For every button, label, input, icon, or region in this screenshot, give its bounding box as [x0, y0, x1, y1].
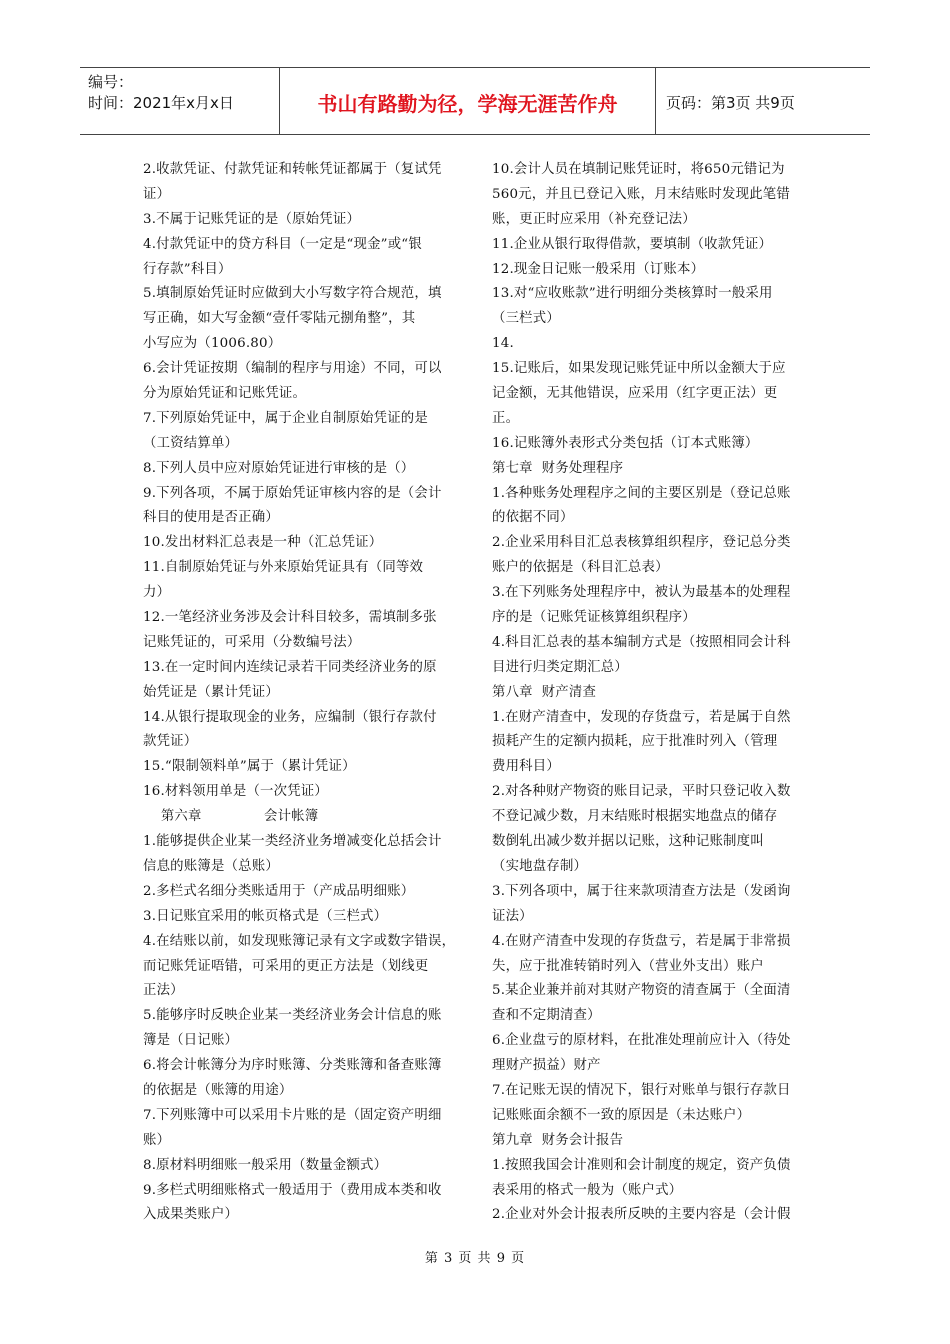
- text-line: 2.企业采用科目汇总表核算组织程序，登记总分类: [492, 535, 791, 551]
- page-header: [80, 67, 870, 135]
- text-line: 行存款”科目）: [143, 261, 232, 277]
- text-line: 2.企业对外会计报表所反映的主要内容是（会计假: [492, 1207, 791, 1223]
- text-line: 6.会计凭证按期（编制的程序与用途）不同，可以: [143, 361, 442, 377]
- text-line: 1.在财产清查中，发现的存货盘亏，若是属于自然: [492, 709, 791, 725]
- header-motto: 书山有路勤为径，学海无涯苦作舟: [280, 68, 656, 134]
- text-line: 1.能够提供企业某一类经济业务增减变化总括会计: [143, 834, 442, 850]
- text-line: 始凭证是（累计凭证）: [143, 684, 279, 700]
- text-line: 3.下列各项中，属于往来款项清查方法是（发函询: [492, 883, 791, 899]
- page-footer: 第 3 页 共 9 页: [424, 1251, 526, 1266]
- text-line: 2.对各种财产物资的账目记录，平时只登记收入数: [492, 784, 791, 800]
- text-line: 失，应于批准转销时列入（营业外支出）账户: [492, 958, 764, 974]
- text-line: 第八章 财产清查: [492, 684, 597, 700]
- text-line: 14.: [492, 336, 514, 352]
- text-line: 账户的依据是（科目汇总表）: [492, 560, 669, 576]
- text-line: 款凭证）: [143, 734, 198, 750]
- text-line: 第七章 财务处理程序: [492, 460, 624, 476]
- left-column: [143, 158, 463, 1228]
- text-line: 6.企业盘亏的原材料，在批准处理前应计入（待处: [492, 1033, 791, 1049]
- text-line: 正法）: [143, 983, 184, 999]
- text-line: 14.从银行提取现金的业务，应编制（银行存款付: [143, 709, 437, 725]
- text-line: 正。: [492, 410, 520, 426]
- text-line: 11.企业从银行取得借款，要填制（收款凭证）: [492, 236, 773, 252]
- text-line: 13.在一定时间内连续记录若干同类经济业务的原: [143, 659, 437, 675]
- text-line: 力）: [143, 585, 171, 601]
- text-line: 12.一笔经济业务涉及会计科目较多，需填制多张: [143, 610, 437, 626]
- text-line: （实地盘存制）: [492, 858, 588, 874]
- text-line: 4.付款凭证中的贷方科目（一定是“现金”或“银: [143, 236, 422, 252]
- text-line: 记账凭证的，可采用（分数编号法）: [143, 634, 361, 650]
- text-line: 账）: [143, 1132, 171, 1148]
- text-line: 2.多栏式名细分类账适用于（产成品明细账）: [143, 883, 415, 899]
- text-line: 10.会计人员在填制记账凭证时，将650元错记为: [492, 162, 785, 177]
- text-line: 信息的账簿是（总账）: [143, 858, 279, 874]
- text-line: 7.在记账无误的情况下，银行对账单与银行存款日: [492, 1082, 791, 1098]
- text-line: 6.将会计帐簿分为序时账簿、分类账簿和备查账簿: [143, 1058, 442, 1074]
- text-line: 2.收款凭证、付款凭证和转帐凭证都属于（复试凭: [143, 162, 442, 177]
- text-line: 8.原材料明细账一般采用（数量金额式）: [143, 1157, 388, 1173]
- text-line: 证）: [143, 186, 171, 202]
- text-line: 序的是（记账凭证核算组织程序）: [492, 610, 696, 626]
- text-line: 记金额，无其他错误，应采用（红字更正法）更: [492, 386, 778, 402]
- text-line: 9.下列各项，不属于原始凭证审核内容的是（会计: [143, 485, 442, 501]
- text-line: 16.记账簿外表形式分类包括（订本式账簿）: [492, 435, 759, 451]
- text-line: 8.下列人员中应对原始凭证进行审核的是（）: [143, 460, 415, 476]
- text-line: 小写应为（1006.80）: [143, 336, 282, 352]
- text-line: 账，更正时应采用（补充登记法）: [492, 211, 696, 227]
- text-line: 3.不属于记账凭证的是（原始凭证）: [143, 211, 361, 227]
- text-line: 记账账面余额不一致的原因是（未达账户）: [492, 1107, 751, 1123]
- text-line: 损耗产生的定额内损耗，应于批准时列入（管理: [492, 734, 778, 750]
- text-line: 第九章 财务会计报告: [492, 1132, 624, 1148]
- text-line: 目进行归类定期汇总）: [492, 659, 628, 675]
- text-line: 7.下列账簿中可以采用卡片账的是（固定资产明细: [143, 1107, 442, 1123]
- text-line: 写正确，如大写金额“壹仟零陆元捌角整”，其: [143, 311, 416, 327]
- text-line: 11.自制原始凭证与外来原始凭证具有（同等效: [143, 560, 424, 576]
- text-line: 5.能够序时反映企业某一类经济业务会计信息的账: [143, 1008, 442, 1024]
- text-line: （三栏式）: [492, 311, 560, 327]
- text-line: （工资结算单）: [143, 435, 239, 451]
- right-column: [492, 158, 814, 1228]
- text-line: 3.日记账宜采用的帐页格式是（三栏式）: [143, 908, 388, 924]
- text-line: 4.在结账以前，如发现账簿记录有文字或数字错误，: [143, 933, 456, 949]
- text-line: 10.发出材料汇总表是一种（汇总凭证）: [143, 535, 383, 551]
- text-line: 1.各种账务处理程序之间的主要区别是（登记总账: [492, 485, 791, 501]
- text-line: 入成果类账户）: [143, 1207, 239, 1223]
- text-line: 簿是（日记账）: [143, 1033, 239, 1049]
- text-line: 16.材料领用单是（一次凭证）: [143, 784, 328, 800]
- header-meta: [80, 68, 280, 134]
- text-line: 7.下列原始凭证中，属于企业自制原始凭证的是: [143, 410, 428, 426]
- text-line: 证法）: [492, 908, 533, 924]
- text-line: 的依据不同）: [492, 510, 574, 526]
- text-line: 理财产损益）财产: [492, 1058, 601, 1074]
- text-line: 13.对“应收账款”进行明细分类核算时一般采用: [492, 286, 773, 302]
- text-line: 第六章 会计帐簿: [143, 809, 319, 825]
- text-line: 15.“限制领料单”属于（累计凭证）: [143, 759, 356, 775]
- text-line: 而记账凭证唔错，可采用的更正方法是（划线更: [143, 958, 429, 974]
- text-line: 4.科目汇总表的基本编制方式是（按照相同会计科: [492, 634, 791, 650]
- text-line: 3.在下列账务处理程序中，被认为最基本的处理程: [492, 585, 791, 601]
- text-line: 12.现金日记账一般采用（订账本）: [492, 261, 705, 277]
- text-line: 费用科目）: [492, 759, 560, 775]
- text-line: 的依据是（账簿的用途）: [143, 1082, 293, 1098]
- text-line: 5.填制原始凭证时应做到大小写数字符合规范，填: [143, 286, 442, 302]
- document-time-label: 时间：2021年x月x日: [88, 94, 234, 112]
- document-code-label: 编号：: [88, 73, 134, 91]
- text-line: 不登记减少数，月末结账时根据实地盘点的储存: [492, 809, 778, 825]
- text-line: 5.某企业兼并前对其财产物资的清查属于（全面清: [492, 983, 791, 999]
- text-line: 科目的使用是否正确）: [143, 510, 279, 526]
- text-line: 9.多栏式明细账格式一般适用于（费用成本类和收: [143, 1182, 442, 1198]
- text-line: 数倒轧出减少数并据以记账，这种记账制度叫: [492, 834, 764, 850]
- text-line: 分为原始凭证和记账凭证。: [143, 386, 307, 402]
- header-page-info: 页码：第3页 共9页: [666, 93, 795, 112]
- text-line: 表采用的格式一般为（账户式）: [492, 1182, 683, 1198]
- text-line: 4.在财产清查中发现的存货盘亏，若是属于非常损: [492, 933, 791, 949]
- text-line: 15.记账后，如果发现记账凭证中所以金额大于应: [492, 361, 786, 377]
- text-line: 查和不定期清查）: [492, 1008, 601, 1024]
- text-line: 560元，并且已登记入账，月末结账时发现此笔错: [492, 186, 790, 202]
- text-line: 1.按照我国会计准则和会计制度的规定，资产负债: [492, 1157, 791, 1173]
